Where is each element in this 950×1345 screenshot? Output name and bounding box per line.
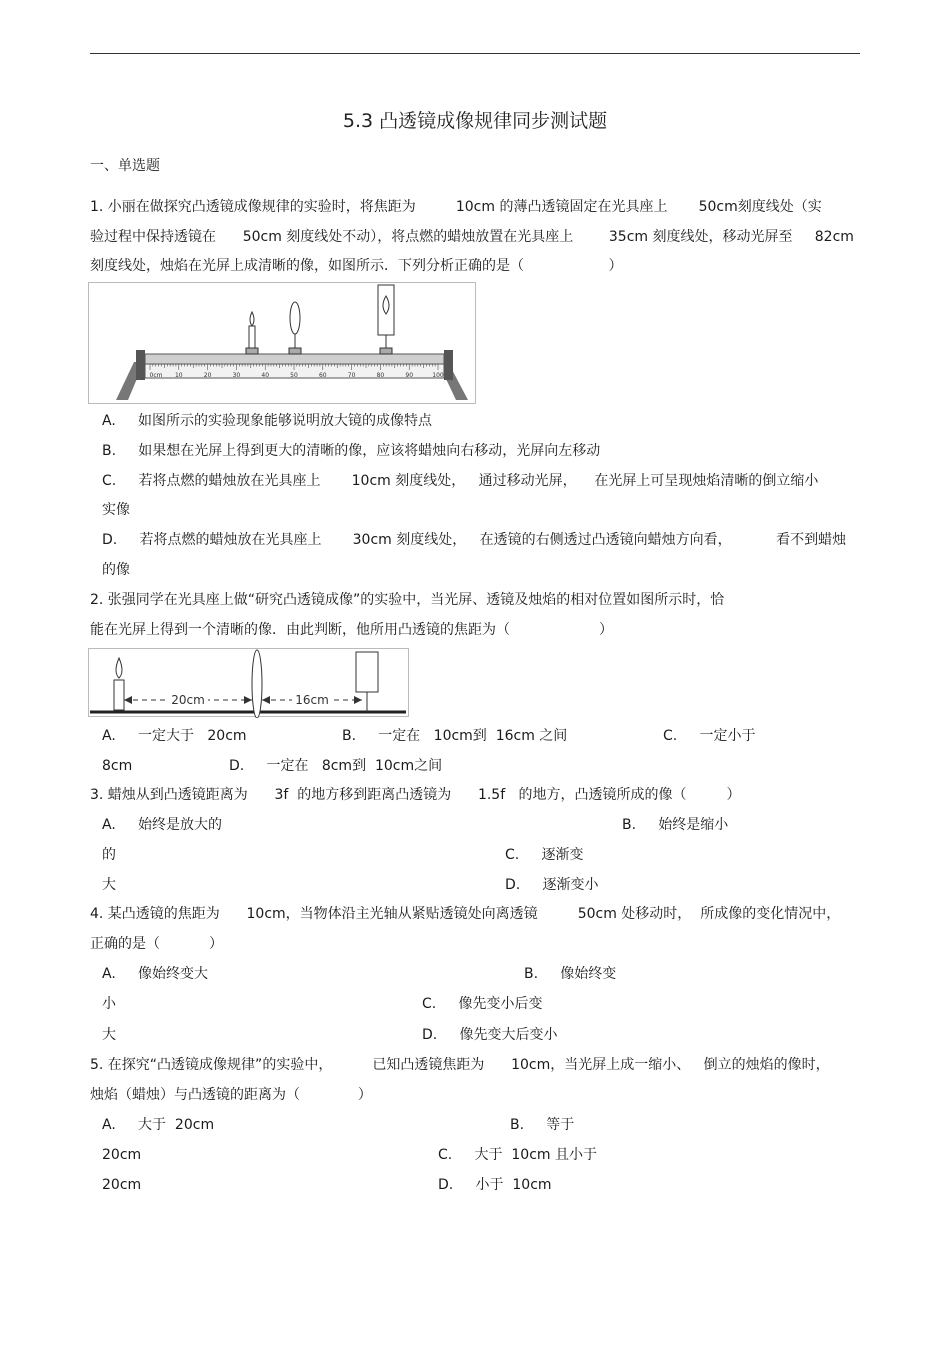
q4-option-d[interactable]: D. 像先变大后变小 [422,1027,558,1043]
ruler-tick-label: 30 [232,372,241,379]
ruler-tick-label: 90 [405,372,414,379]
distance-label-20cm: 20cm [171,693,205,707]
q3-option-a-cont: 的 [102,847,116,863]
q1-option-d-cont: 的像 [102,562,130,578]
q2-option-c[interactable]: C. 一定小于 [663,728,756,744]
q1-option-c[interactable]: C. 若将点燃的蜡烛放在光具座上 10cm 刻度线处， 通过移动光屏， 在光屏上可呈现烛焰清晰的倒立缩小 [102,473,819,489]
optical-bench-figure [88,282,478,404]
q2-option-d[interactable]: D. 一定在 8cm到 10cm之间 [229,758,443,774]
q3-option-b[interactable]: B. 始终是缩小 [622,817,729,833]
q5-stem-line1: 5. 在探究“凸透镜成像规律”的实验中， 已知凸透镜焦距为 10cm，当光屏上成一缩小、 倒立的烛焰的像时， [90,1057,830,1073]
ruler-tick-label: 10 [174,372,183,379]
page-title: 5.3 凸透镜成像规律同步测试题 [342,110,608,132]
header-rule [90,53,860,54]
q2-option-b[interactable]: B. 一定在 10cm到 16cm 之间 [342,728,568,744]
q4-stem-line2: 正确的是（ ） [90,936,223,952]
ruler-tick-label: 60 [318,372,327,379]
q1-stem-line2: 验过程中保持透镜在 50cm 刻度线处不动），将点燃的蜡烛放置在光具座上 35cm 刻度线处，移动光屏至 82cm [90,229,854,245]
ruler-tick-label: 100 [432,372,444,379]
q4-option-b[interactable]: B. 像始终变 [524,966,617,982]
q5-option-b[interactable]: B. 等于 [510,1117,575,1133]
ruler-tick-label: 70 [347,372,356,379]
q1-option-d[interactable]: D. 若将点燃的蜡烛放在光具座上 30cm 刻度线处， 在透镜的右侧透过凸透镜向蜡烛方向看， 看不到蜡烛 [102,532,847,548]
q3-option-c-cont: 大 [102,877,116,893]
q4-option-c-cont: 大 [102,1027,116,1043]
q4-stem-line1: 4. 某凸透镜的焦距为 10cm，当物体沿主光轴从紧贴透镜处向离透镜 50cm 处移动时， 所成像的变化情况中， [90,906,841,922]
q3-stem: 3. 蜡烛从到凸透镜距离为 3f 的地方移到距离凸透镜为 1.5f 的地方，凸透镜所成的像（ ） [90,787,741,803]
ruler-tick-label: 20 [203,372,212,379]
ruler-tick-label: 0cm [149,372,163,379]
q5-option-c[interactable]: C. 大于 10cm 且小于 [438,1147,597,1163]
q2-option-c-cont: 8cm [102,758,133,774]
q4-option-a[interactable]: A. 像始终变大 [102,966,209,982]
ruler-tick-label: 80 [376,372,385,379]
candle-lens-screen-figure [88,648,410,718]
q5-stem-line2: 烛焰（蜡烛）与凸透镜的距离为（ ） [90,1087,372,1103]
q4-option-b-cont: 小 [102,996,116,1012]
q1-stem-line1: 1. 小丽在做探究凸透镜成像规律的实验时，将焦距为 10cm 的薄凸透镜固定在光具座上 50cm刻度线处（实 [90,199,822,215]
lens-icon [252,650,262,718]
ruler-tick-label: 40 [261,372,270,379]
ruler-tick-label: 50 [290,372,298,379]
q4-option-c[interactable]: C. 像先变小后变 [422,996,543,1012]
q1-option-a[interactable]: A. 如图所示的实验现象能够说明放大镜的成像特点 [102,413,433,429]
distance-label-16cm: 16cm [295,693,329,707]
q2-stem-line2: 能在光屏上得到一个清晰的像．由此判断，他所用凸透镜的焦距为（ ） [90,622,614,638]
section-heading: 一、单选题 [90,158,160,174]
q3-option-a[interactable]: A. 始终是放大的 [102,817,223,833]
q5-option-a[interactable]: A. 大于 20cm [102,1117,215,1133]
q3-option-d[interactable]: D. 逐渐变小 [505,877,599,893]
q1-stem-line3: 刻度线处，烛焰在光屏上成清晰的像，如图所示．下列分析正确的是（ ） [90,258,623,274]
q2-stem-line1: 2. 张强同学在光具座上做“研究凸透镜成像”的实验中，当光屏、透镜及烛焰的相对位置如图所示时，恰 [90,592,725,608]
q1-option-b[interactable]: B. 如果想在光屏上得到更大的清晰的像，应该将蜡烛向右移动，光屏向左移动 [102,443,601,459]
q5-option-d[interactable]: D. 小于 10cm [438,1177,552,1193]
q5-option-c-cont: 20cm [102,1177,142,1193]
q1-option-c-cont: 实像 [102,502,130,518]
q5-option-b-cont: 20cm [102,1147,142,1163]
q3-option-c[interactable]: C. 逐渐变 [505,847,584,863]
q2-option-a[interactable]: A. 一定大于 20cm [102,728,247,744]
